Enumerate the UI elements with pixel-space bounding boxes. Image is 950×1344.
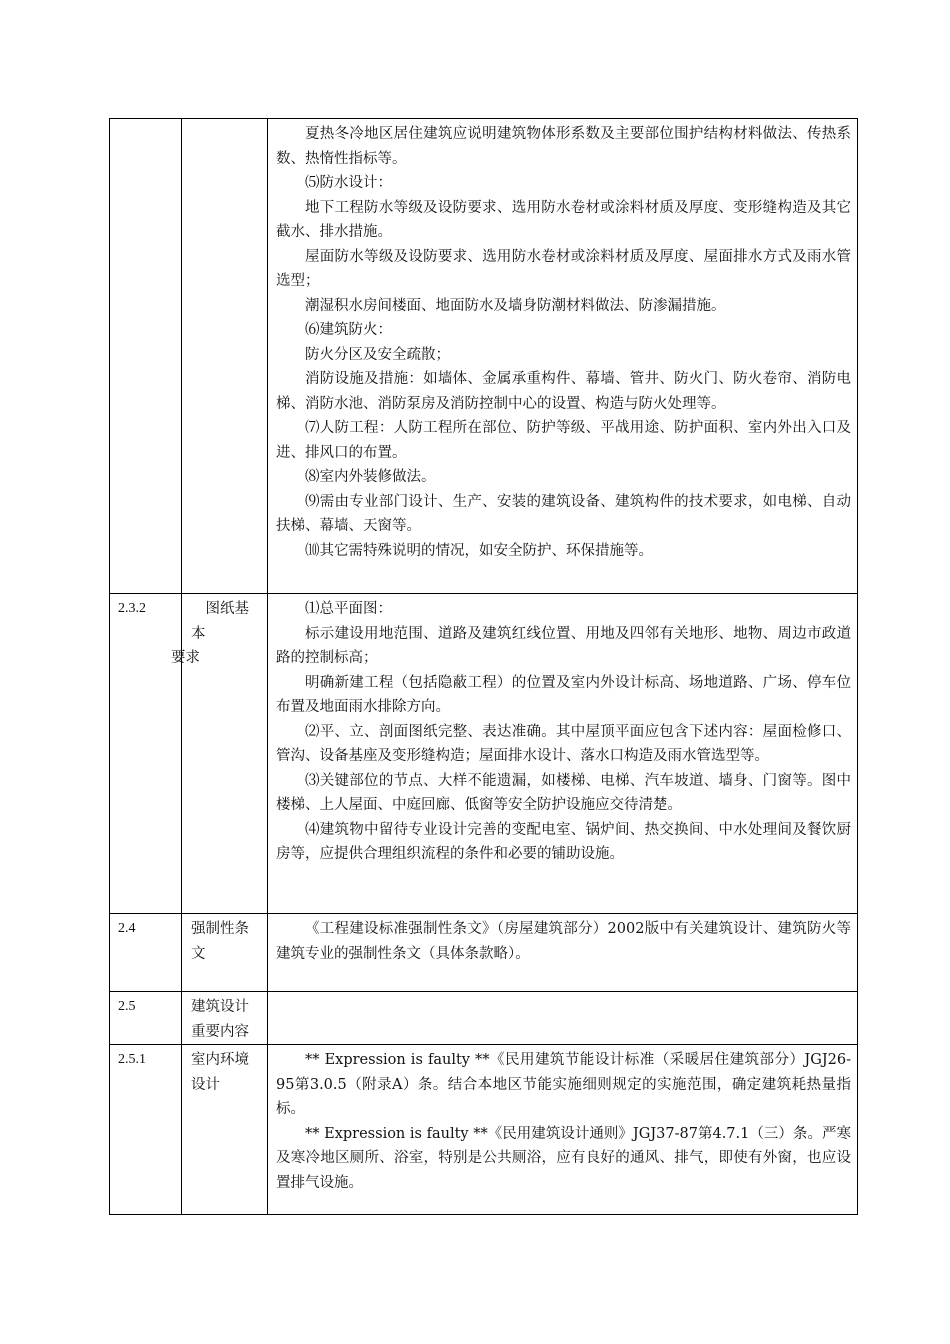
section-number: 2.3.2 <box>110 594 182 914</box>
paragraph: 防火分区及安全疏散； <box>305 346 450 363</box>
section-content <box>268 1045 858 1215</box>
section-title: 强制性条文 <box>182 914 268 992</box>
section-title-line2: 要求 <box>171 650 200 666</box>
paragraph: ** Expression is faulty **《民用建筑节能设计标准（采暖居住建筑部分）JGJ26-95第3.0.5（附录A）条。结合本地区节能实施细则规定的实施范围，确定建筑耗热量指标。 <box>276 1052 851 1117</box>
paragraph: ⑷建筑物中留待专业设计完善的变配电室、锅炉间、热交换间、中水处理间及餐饮厨房等，应提供合理组织流程的条件和必要的铺助设施。 <box>276 821 851 862</box>
section-number <box>110 119 182 594</box>
paragraph: 标示建设用地范围、道路及建筑红线位置、用地及四邻有关地形、地物、周边市政道路的控制标高； <box>276 625 851 666</box>
section-title-line1: 图纸基本 <box>191 601 249 642</box>
section-title: 建筑设计重要内容 <box>182 992 268 1045</box>
section-title: 室内环境设计 <box>182 1045 268 1215</box>
paragraph: 潮湿积水房间楼面、地面防水及墙身防潮材料做法、防渗漏措施。 <box>305 297 726 314</box>
table-row <box>110 992 858 1045</box>
section-content <box>268 594 858 914</box>
paragraph: ** Expression is faulty **《民用建筑设计通则》JGJ37-87第4.7.1（三）条。严寒及寒冷地区厕所、浴室，特别是公共厕浴，应有良好的通风、排气，即使有外窗，也应设置排气设施。 <box>276 1125 851 1191</box>
table-row <box>110 119 858 594</box>
paragraph: ⑴总平面图： <box>305 601 392 617</box>
section-content <box>268 914 858 992</box>
table-row <box>110 594 858 914</box>
paragraph: 明确新建工程（包括隐蔽工程）的位置及室内外设计标高、场地道路、广场、停车位布置及地面雨水排除方向。 <box>276 674 851 715</box>
table-row <box>110 914 858 992</box>
paragraph: ⑺人防工程：人防工程所在部位、防护等级、平战用途、防护面积、室内外出入口及进、排风口的布置。 <box>276 420 851 461</box>
paragraph: ⑽其它需特殊说明的情况，如安全防护、环保措施等。 <box>305 542 653 559</box>
section-number: 2.4 <box>110 914 182 992</box>
paragraph: ⑻室内外装修做法。 <box>305 469 436 485</box>
paragraph: ⑹建筑防火： <box>305 322 392 338</box>
section-title <box>182 119 268 594</box>
paragraph: ⑵平、立、剖面图纸完整、表达准确。其中屋顶平面应包含下述内容：屋面检修口、管沟、设备基座及变形缝构造；屋面排水设计、落水口构造及雨水管选型等。 <box>276 723 851 764</box>
paragraph: 夏热冬冷地区居住建筑应说明建筑物体形系数及主要部位围护结构材料做法、传热系数、热惰性指标等。 <box>276 126 851 167</box>
paragraph: ⑼需由专业部门设计、生产、安装的建筑设备、建筑构件的技术要求，如电梯、自动扶梯、幕墙、天窗等。 <box>276 493 851 534</box>
paragraph: 屋面防水等级及设防要求、选用防水卷材或涂料材质及厚度、屋面排水方式及雨水管选型； <box>276 248 851 289</box>
section-number: 2.5 <box>110 992 182 1045</box>
section-number: 2.5.1 <box>110 1045 182 1215</box>
section-content <box>268 119 858 594</box>
section-title <box>171 594 268 914</box>
section-content <box>268 992 858 1045</box>
paragraph: ⑶关键部位的节点、大样不能遗漏，如楼梯、电梯、汽车坡道、墙身、门窗等。图中楼梯、上人屋面、中庭回廊、低窗等安全防护设施应交待清楚。 <box>276 772 851 813</box>
spec-table <box>109 118 858 1215</box>
paragraph: ⑸防水设计： <box>305 175 392 191</box>
paragraph: 消防设施及措施：如墙体、金属承重构件、幕墙、管井、防火门、防火卷帘、消防电梯、消防水池、消防泵房及消防控制中心的设置、构造与防火处理等。 <box>276 371 851 412</box>
table-row <box>110 1045 858 1215</box>
paragraph: 地下工程防水等级及设防要求、选用防水卷材或涂料材质及厚度、变形缝构造及其它截水、排水措施。 <box>276 199 851 240</box>
paragraph: 《工程建设标准强制性条文》（房屋建筑部分）2002版中有关建筑设计、建筑防火等建筑专业的强制性条文（具体条款略）。 <box>276 921 851 962</box>
